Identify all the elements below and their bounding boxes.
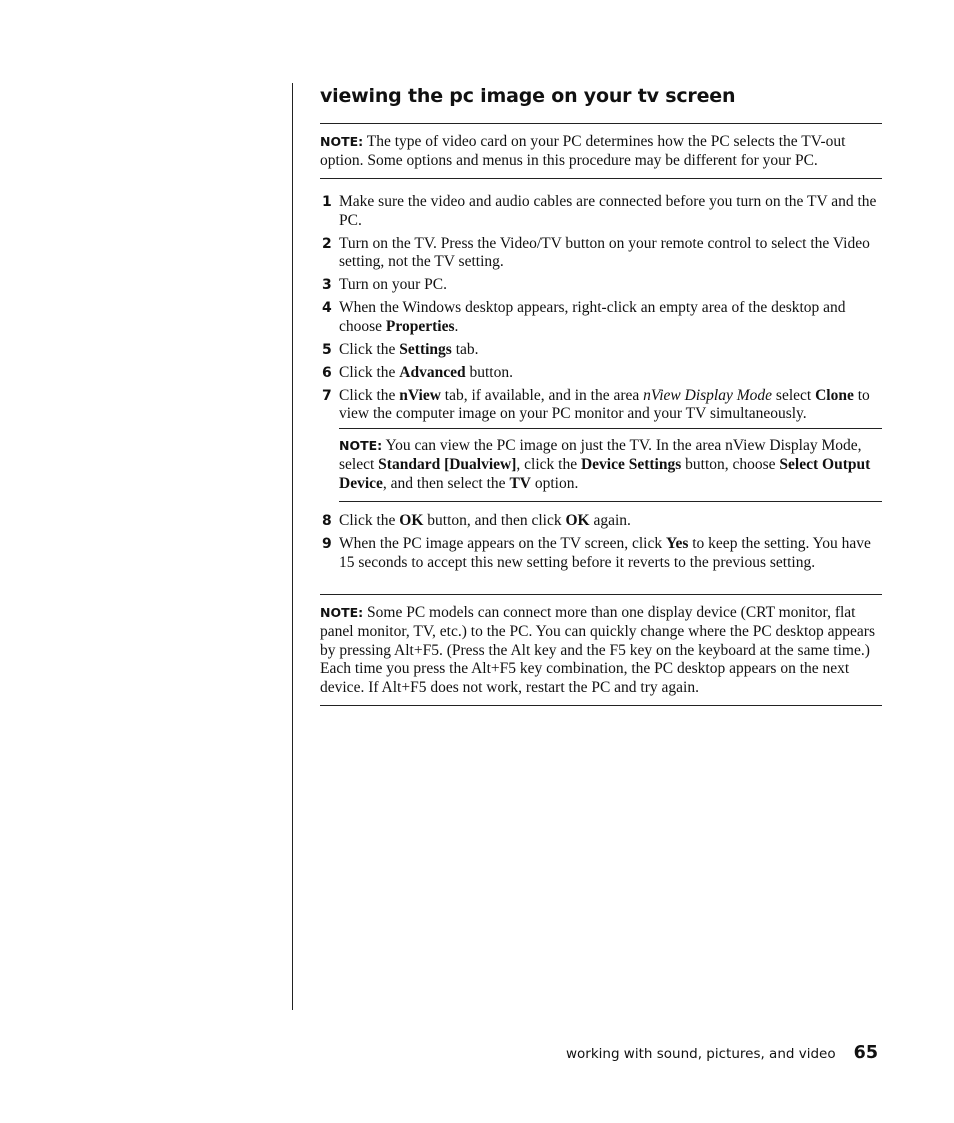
step-text: Turn on your PC. xyxy=(339,276,447,294)
step-number: 8 xyxy=(322,513,332,530)
page-number: 65 xyxy=(853,1043,878,1063)
note-text: The type of video card on your PC determines how the PC selects the TV-out option. Some options and menus in this procedure may be different for your PC. xyxy=(320,133,846,169)
inner-note-box xyxy=(339,428,882,502)
footer-chapter-title: working with sound, pictures, and video xyxy=(565,1046,836,1062)
step-number: 4 xyxy=(322,300,332,317)
step-number: 7 xyxy=(322,387,332,404)
note-text: NOTE: Some PC models can connect more than one display device (CRT monitor, flat panel monitor, TV, etc.) to the PC. You can quickly change where the PC desktop appears by pressing Alt+F5. (Press the Alt key and the F5 key on the keyboard at the same time.) Each time you press the Alt+F5 key combination, the PC desktop appears on the next device. If Alt+F5 does not work, restart the PC and try again. xyxy=(320,604,875,696)
inner-note-text: NOTE: You can view the PC image on just the TV. In the area nView Display Mode, select Standard [Dualview], click the Device Settings button, choose Select Output Device, and then select the TV option. xyxy=(339,437,871,492)
note-label: NOTE: xyxy=(339,438,383,454)
step-text: Click the Advanced button. xyxy=(339,363,513,381)
step-text: When the PC image appears on the TV screen, click Yes to keep the setting. You have 15 seconds to accept this new setting before it reverts to the previous setting. xyxy=(339,535,871,571)
list-item xyxy=(320,299,882,336)
step-number: 9 xyxy=(322,536,332,553)
page-content xyxy=(320,83,882,706)
step-number: 3 xyxy=(322,277,332,294)
step-number: 1 xyxy=(322,194,332,211)
step-number: 2 xyxy=(322,235,332,252)
step-text: Click the nView tab, if available, and in the area nView Display Mode select Clone to view the computer image on your PC monitor and your TV simultaneously. xyxy=(339,386,870,423)
list-item xyxy=(320,276,882,295)
steps-list xyxy=(320,193,882,572)
step-text: Click the OK button, and then click OK again. xyxy=(339,512,631,530)
list-item xyxy=(320,193,882,230)
list-item xyxy=(320,341,882,360)
list-item xyxy=(320,387,882,424)
list-item xyxy=(320,235,882,272)
step-text: When the Windows desktop appears, right-click an empty area of the desktop and choose Properties. xyxy=(339,299,846,335)
note-box-bottom xyxy=(320,594,882,706)
step-text: Make sure the video and audio cables are connected before you turn on the TV and the PC. xyxy=(339,193,877,229)
step-text: Turn on the TV. Press the Video/TV button on your remote control to select the Video setting, not the TV setting. xyxy=(339,234,870,271)
list-item xyxy=(320,535,882,572)
section-heading: viewing the pc image on your tv screen xyxy=(320,85,736,107)
margin-rule xyxy=(292,83,293,1010)
step-text: Click the Settings tab. xyxy=(339,340,479,358)
list-item xyxy=(320,364,882,383)
note-box xyxy=(320,123,882,179)
note-label: NOTE: xyxy=(320,134,364,149)
step-number: 6 xyxy=(322,364,332,381)
note-label: NOTE: xyxy=(320,605,364,621)
list-item xyxy=(320,512,882,531)
step-number: 5 xyxy=(322,341,332,358)
page-footer xyxy=(566,1043,878,1063)
